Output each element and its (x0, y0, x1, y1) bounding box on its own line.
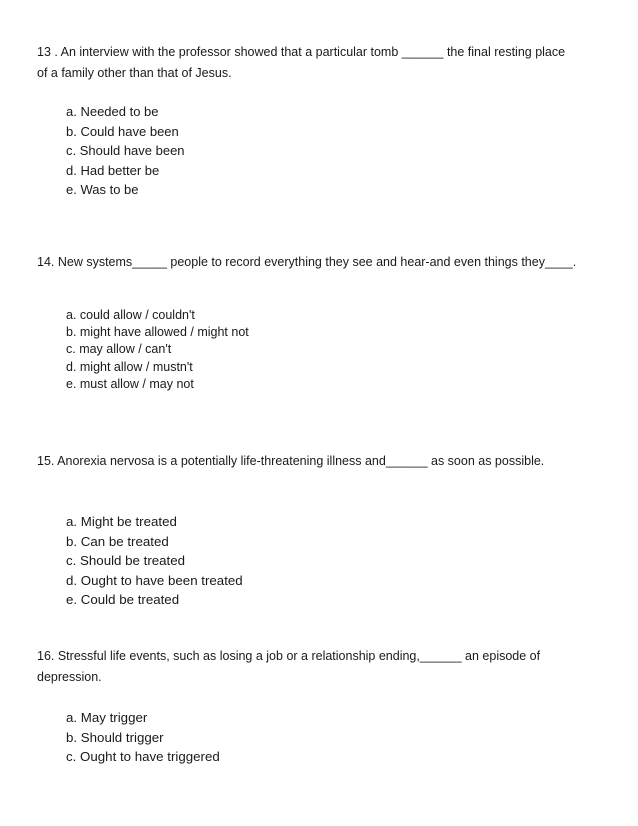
option-b: b. Should trigger (66, 729, 164, 745)
option-b: b. Could have been (66, 123, 179, 139)
option-e: e. must allow / may not (66, 376, 194, 391)
option-a: a. May trigger (66, 710, 148, 725)
option-c: c. Ought to have triggered (66, 749, 220, 764)
option-c: c. Should have been (66, 143, 185, 159)
option-b: b. Can be treated (66, 533, 169, 549)
option-a: a. Might be treated (66, 514, 177, 529)
option-c: c. Should be treated (66, 553, 186, 568)
answer-options (66, 708, 220, 767)
option-d: d. Had better be (66, 162, 160, 178)
option-e: e. Was to be (66, 182, 139, 198)
answer-options (66, 512, 243, 610)
question-14 (37, 253, 577, 391)
question-stem: 14. New systems_____ people to record everything they see and hear-and even things they____. (37, 255, 577, 269)
answer-options (66, 307, 249, 393)
question-stem: 13 . An interview with the professor showed that a particular tomb ______ the final resting place of a family other than that of Jesus. (37, 45, 566, 80)
option-b: b. might have allowed / might not (66, 325, 249, 340)
question-16 (37, 646, 577, 764)
option-a: a. could allow / couldn't (66, 308, 195, 322)
answer-options (66, 102, 185, 200)
option-d: d. might allow / mustn't (66, 359, 193, 374)
option-d: d. Ought to have been treated (66, 572, 243, 588)
option-e: e. Could be treated (66, 592, 180, 607)
option-c: c. may allow / can't (66, 342, 172, 357)
question-13 (37, 42, 577, 198)
option-a: a. Needed to be (66, 104, 159, 119)
question-15 (37, 450, 577, 607)
question-stem: 16. Stressful life events, such as losing a job or a relationship ending,______ an episode of depression. (37, 649, 541, 684)
question-stem: 15. Anorexia nervosa is a potentially life-threatening illness and______ as soon as possible. (37, 454, 545, 468)
